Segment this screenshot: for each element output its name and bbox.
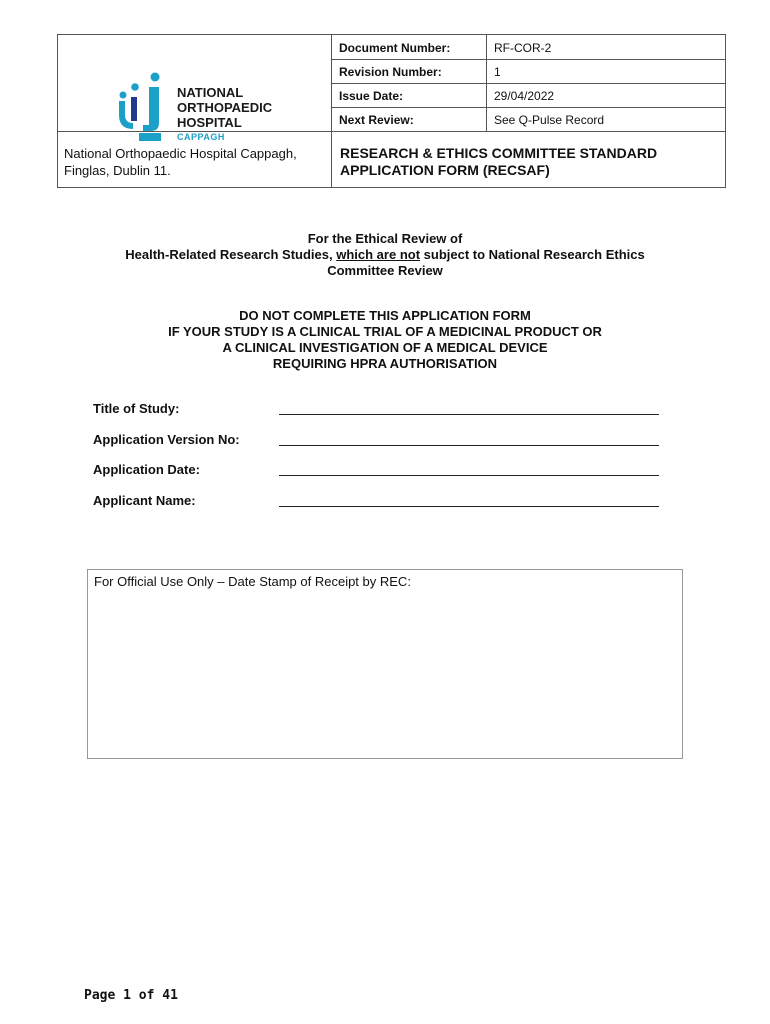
meta-value: See Q-Pulse Record bbox=[494, 113, 605, 127]
header-divider bbox=[331, 35, 332, 187]
intro-line: Committee Review bbox=[327, 263, 443, 278]
application-version-label: Application Version No: bbox=[93, 432, 240, 447]
header-divider bbox=[331, 83, 726, 84]
intro-line bbox=[0, 247, 770, 263]
applicant-name-field[interactable] bbox=[279, 506, 659, 507]
logo-text-line: NATIONAL bbox=[177, 85, 244, 100]
intro-line: For the Ethical Review of bbox=[307, 231, 463, 246]
hospital-address bbox=[64, 145, 297, 179]
application-version-field[interactable] bbox=[279, 445, 659, 446]
title-of-study-field[interactable] bbox=[279, 414, 659, 415]
stamp-box-label: For Official Use Only – Date Stamp of Receipt by REC: bbox=[94, 574, 411, 589]
nohc-logo-mark-icon bbox=[113, 71, 169, 143]
meta-label: Document Number: bbox=[339, 41, 451, 55]
logo-subtext: CAPPAGH bbox=[177, 132, 225, 142]
form-title-line: APPLICATION FORM (RECSAF) bbox=[340, 162, 550, 178]
warning-line: A CLINICAL INVESTIGATION OF A MEDICAL DEVICE bbox=[222, 340, 548, 355]
meta-value: 1 bbox=[494, 65, 501, 79]
document-header-table bbox=[57, 34, 726, 188]
form-title-line: RESEARCH & ETHICS COMMITTEE STANDARD bbox=[340, 145, 658, 161]
meta-label: Issue Date: bbox=[339, 89, 404, 103]
title-of-study-label: Title of Study: bbox=[93, 401, 180, 416]
hospital-logo bbox=[113, 71, 323, 143]
application-date-field[interactable] bbox=[279, 475, 659, 476]
logo-text-line: HOSPITAL bbox=[177, 115, 242, 130]
page-number: Page 1 of 41 bbox=[84, 988, 178, 1003]
header-divider bbox=[331, 107, 726, 108]
meta-value: RF-COR-2 bbox=[494, 41, 552, 55]
warning-line: REQUIRING HPRA AUTHORISATION bbox=[272, 356, 498, 371]
warning-line: DO NOT COMPLETE THIS APPLICATION FORM bbox=[239, 308, 531, 323]
intro-line-part: subject to National Research Ethics bbox=[420, 247, 645, 262]
logo-text-line: ORTHOPAEDIC bbox=[177, 100, 273, 115]
meta-value: 29/04/2022 bbox=[494, 89, 555, 103]
application-date-label: Application Date: bbox=[93, 462, 200, 477]
intro-line-part: Health-Related Research Studies, bbox=[125, 247, 337, 262]
address-line: Finglas, Dublin 11. bbox=[64, 163, 171, 178]
warning-text bbox=[0, 308, 770, 372]
meta-label: Next Review: bbox=[339, 113, 414, 127]
warning-line: IF YOUR STUDY IS A CLINICAL TRIAL OF A MEDICINAL PRODUCT OR bbox=[168, 324, 602, 339]
official-use-stamp-box bbox=[87, 569, 683, 759]
address-line: National Orthopaedic Hospital Cappagh, bbox=[64, 146, 297, 161]
applicant-name-label: Applicant Name: bbox=[93, 493, 196, 508]
header-divider bbox=[331, 59, 726, 60]
meta-label: Revision Number: bbox=[339, 65, 442, 79]
intro-emphasis: which are not bbox=[336, 247, 421, 262]
intro-text bbox=[0, 231, 770, 279]
form-title bbox=[340, 145, 657, 179]
